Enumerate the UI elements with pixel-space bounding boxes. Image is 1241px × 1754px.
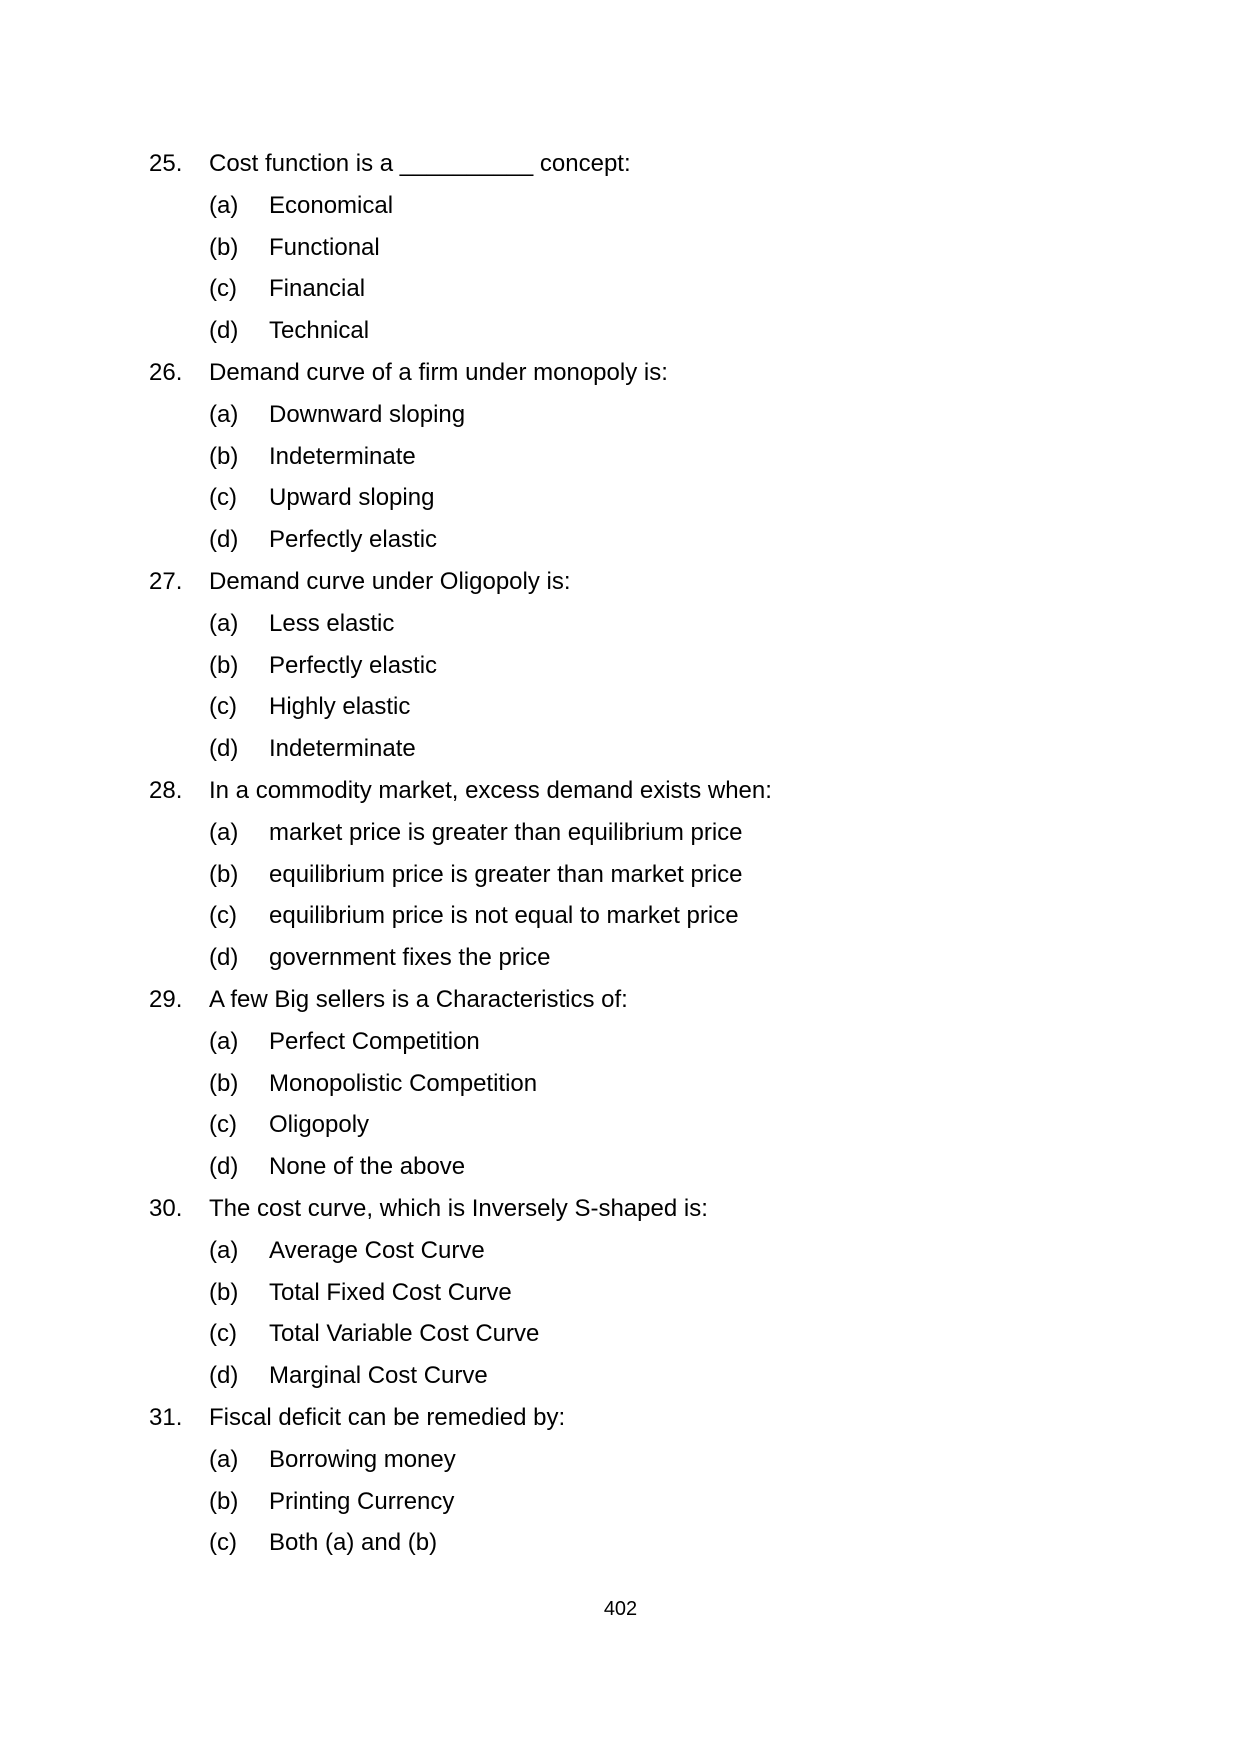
option-label: (d): [209, 317, 239, 345]
question-text: In a commodity market, excess demand exists when:: [209, 776, 772, 804]
answer-option: [149, 1522, 1149, 1564]
question-number: 31.: [149, 1403, 183, 1431]
option-label: (c): [209, 1529, 237, 1557]
option-text: Average Cost Curve: [269, 1236, 485, 1264]
answer-option: [149, 477, 1149, 519]
answer-option: [149, 1230, 1149, 1272]
answer-option: [149, 1439, 1149, 1481]
answer-option: [149, 1313, 1149, 1355]
answer-option: [149, 394, 1149, 436]
question-text: Demand curve of a firm under monopoly is:: [209, 358, 668, 386]
answer-option: [149, 268, 1149, 310]
answer-option: [149, 185, 1149, 227]
option-text: Technical: [269, 317, 370, 345]
option-label: (c): [209, 693, 237, 721]
option-text: Oligopoly: [269, 1111, 370, 1139]
option-text: Perfectly elastic: [269, 526, 438, 554]
option-text: market price is greater than equilibrium price: [269, 818, 743, 846]
answer-option: [149, 519, 1149, 561]
option-text: Financial: [269, 275, 366, 303]
answer-option: [149, 1021, 1149, 1063]
option-label: (b): [209, 1278, 239, 1306]
option-label: (a): [209, 818, 239, 846]
option-label: (a): [209, 1445, 239, 1473]
question-list: [149, 143, 1149, 1564]
answer-option: [149, 310, 1149, 352]
option-text: Indeterminate: [269, 735, 416, 763]
option-text: None of the above: [269, 1153, 466, 1181]
option-label: (a): [209, 400, 239, 428]
option-text: Both (a) and (b): [269, 1529, 438, 1557]
answer-option: [149, 1146, 1149, 1188]
option-text: Monopolistic Competition: [269, 1069, 538, 1097]
answer-option: [149, 603, 1149, 645]
option-label: (a): [209, 1027, 239, 1055]
answer-option: [149, 812, 1149, 854]
answer-option: [149, 436, 1149, 478]
option-label: (c): [209, 902, 237, 930]
option-text: Marginal Cost Curve: [269, 1362, 488, 1390]
option-label: (c): [209, 1320, 237, 1348]
option-text: Total Fixed Cost Curve: [269, 1278, 512, 1306]
question-1: [149, 143, 1149, 185]
option-text: Economical: [269, 191, 394, 219]
answer-option: [149, 1355, 1149, 1397]
option-text: equilibrium price is not equal to market price: [269, 902, 739, 930]
option-text: Functional: [269, 233, 380, 261]
answer-option: [149, 937, 1149, 979]
option-text: Total Variable Cost Curve: [269, 1320, 540, 1348]
question-7: [149, 1397, 1149, 1439]
question-5: [149, 979, 1149, 1021]
option-label: (d): [209, 1362, 239, 1390]
page-number: 402: [603, 1598, 638, 1620]
option-text: Perfectly elastic: [269, 651, 438, 679]
answer-option: [149, 728, 1149, 770]
answer-option: [149, 1063, 1149, 1105]
option-text: government fixes the price: [269, 944, 551, 972]
question-number: 29.: [149, 985, 183, 1013]
option-text: Indeterminate: [269, 442, 416, 470]
question-text: Cost function is a __________ concept:: [209, 150, 631, 177]
answer-option: [149, 686, 1149, 728]
option-label: (a): [209, 191, 239, 219]
option-label: (b): [209, 442, 239, 470]
question-number: 28.: [149, 776, 183, 804]
option-text: Borrowing money: [269, 1445, 456, 1473]
question-text: Demand curve under Oligopoly is:: [209, 567, 571, 595]
option-text: Perfect Competition: [269, 1027, 480, 1055]
answer-option: [149, 1272, 1149, 1314]
option-label: (a): [209, 1236, 239, 1264]
question-number: 26.: [149, 358, 183, 386]
question-text: A few Big sellers is a Characteristics of:: [209, 985, 628, 1013]
option-label: (b): [209, 1069, 239, 1097]
option-label: (b): [209, 1487, 239, 1515]
option-label: (c): [209, 484, 237, 512]
option-label: (b): [209, 233, 239, 261]
question-6: [149, 1188, 1149, 1230]
answer-option: [149, 854, 1149, 896]
option-text: Upward sloping: [269, 484, 435, 512]
answer-option: [149, 645, 1149, 687]
question-number: 25.: [149, 150, 183, 177]
question-2: [149, 352, 1149, 394]
option-label: (d): [209, 526, 239, 554]
answer-option: [149, 1104, 1149, 1146]
option-label: (a): [209, 609, 239, 637]
question-number: 27.: [149, 567, 183, 595]
option-label: (b): [209, 651, 239, 679]
answer-option: [149, 227, 1149, 269]
answer-option: [149, 895, 1149, 937]
option-label: (b): [209, 860, 239, 888]
answer-option: [149, 1481, 1149, 1523]
option-text: Printing Currency: [269, 1487, 455, 1515]
question-text: The cost curve, which is Inversely S-shaped is:: [209, 1194, 708, 1222]
option-label: (d): [209, 1153, 239, 1181]
option-label: (d): [209, 944, 239, 972]
question-text: Fiscal deficit can be remedied by:: [209, 1403, 566, 1431]
option-text: Highly elastic: [269, 693, 411, 721]
question-number: 30.: [149, 1194, 183, 1222]
question-4: [149, 770, 1149, 812]
option-label: (c): [209, 1111, 237, 1139]
option-text: equilibrium price is greater than market price: [269, 860, 743, 888]
question-3: [149, 561, 1149, 603]
option-label: (d): [209, 735, 239, 763]
option-text: Less elastic: [269, 609, 395, 637]
option-label: (c): [209, 275, 237, 303]
option-text: Downward sloping: [269, 400, 466, 428]
